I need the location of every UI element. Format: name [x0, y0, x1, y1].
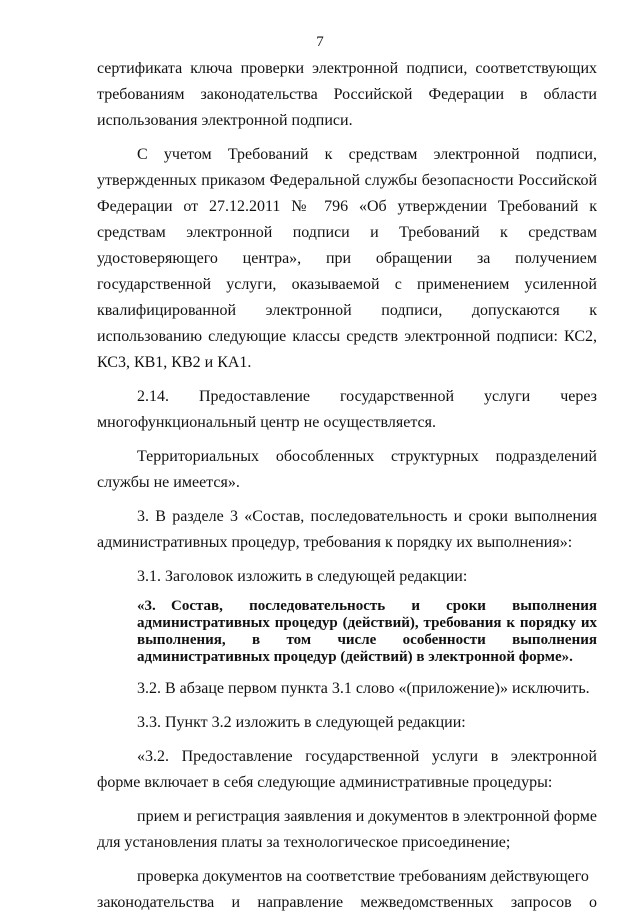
heading-text: Состав, последовательность и сроки выполнения административных процедур (действий), требования к порядку их выполнения, в том числе особенности выполнения административных процедур (действий) в электронной форме».	[137, 598, 597, 665]
word: межведомственных	[360, 894, 494, 911]
document-body	[97, 56, 597, 916]
paragraph: 3.3. Пункт 3.2 изложить в следующей редакции:	[137, 714, 466, 731]
word: законодательства	[97, 894, 215, 911]
paragraph: прием и регистрация заявления и документов в электронной форме для установления платы за технологическое присоединение;	[97, 808, 597, 851]
paragraph-continuation	[97, 890, 597, 916]
paragraph: сертификата ключа проверки электронной подписи, соответствующих требованиям законодательства Российской Федерации в области использования электронной подписи.	[97, 60, 597, 129]
paragraph: С учетом Требований к средствам электронной подписи, утвержденных приказом Федеральной службы безопасности Российской Федерации от 27.12.2011 № 796 «Об утверждении Требований к средствам электронной подписи и Требований к средствам удостоверяющего центра», при обращении за получением государственной услуги, оказываемой с применением усиленной квалифицированной электронной подписи, допускаются к использованию следующие классы средств электронной подписи: КС2, КС3, КВ1, КВ2 и КА1.	[97, 146, 597, 371]
word: направление	[257, 894, 344, 911]
paragraph: 3. В разделе 3 «Состав, последовательность и сроки выполнения административных процедур, требования к порядку их выполнения»:	[97, 508, 597, 551]
heading-number: «3.	[137, 598, 156, 614]
paragraph: Территориальных обособленных структурных подразделений службы не имеется».	[97, 448, 597, 491]
word: о	[588, 894, 597, 911]
word: и	[231, 894, 241, 911]
paragraph: «3.2. Предоставление государственной услуги в электронной форме включает в себя следующие административные процедуры:	[97, 748, 597, 791]
word: запросов	[510, 894, 572, 911]
page-number: 7	[316, 34, 324, 50]
paragraph: 3.2. В абзаце первом пункта 3.1 слово «(приложение)» исключить.	[137, 680, 590, 697]
section-heading	[97, 598, 597, 666]
paragraph: 2.14. Предоставление государственной услуги через многофункциональный центр не осуществляется.	[97, 388, 597, 431]
paragraph: проверка документов на соответствие требованиям действующего	[137, 868, 589, 885]
paragraph: 3.1. Заголовок изложить в следующей редакции:	[137, 568, 468, 585]
